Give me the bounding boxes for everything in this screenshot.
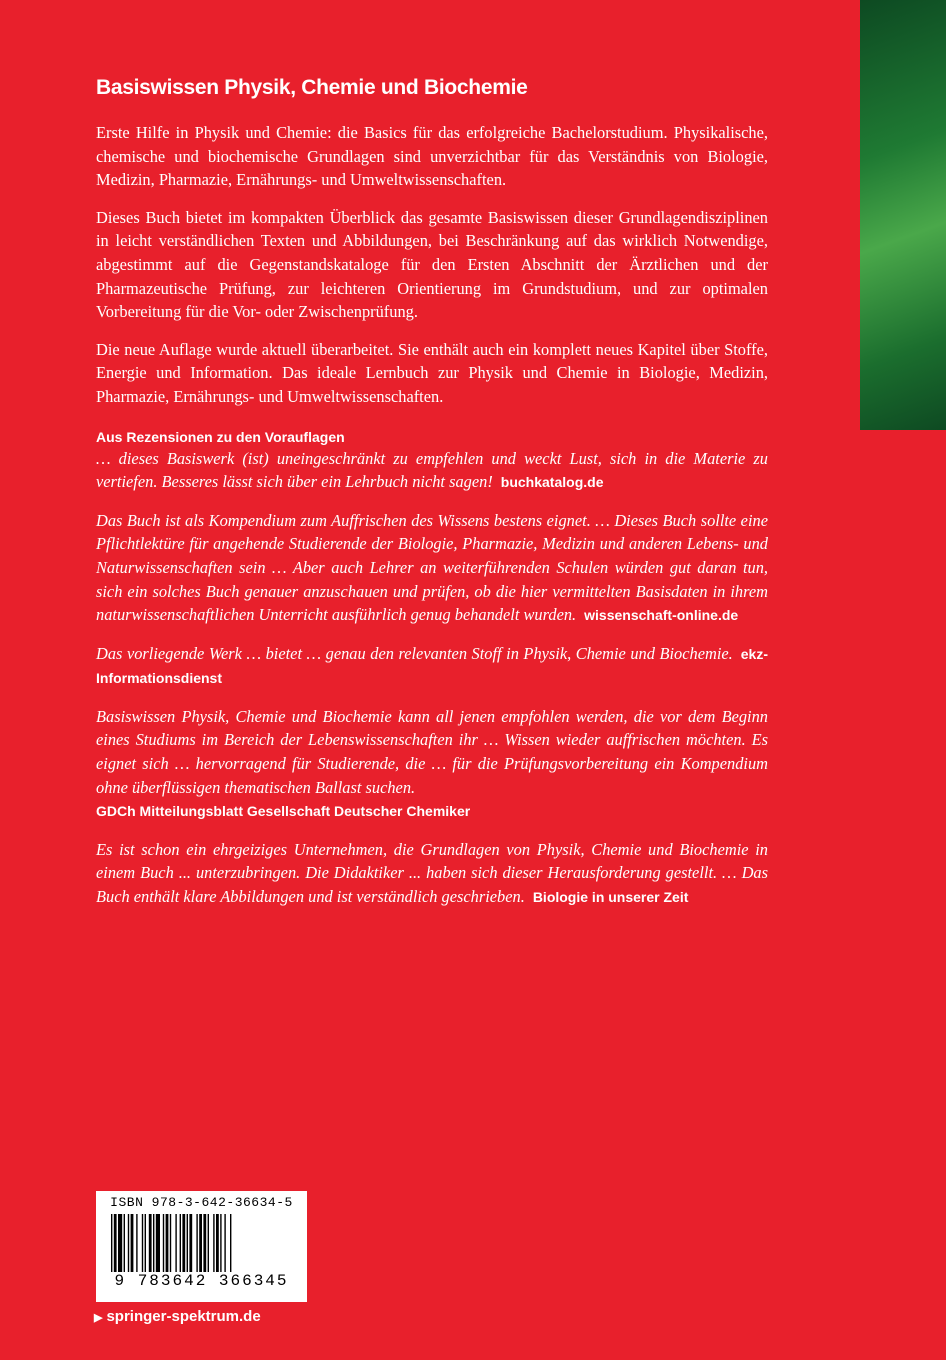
review-source: Biologie in unserer Zeit (532, 889, 689, 906)
barcode-bar (144, 1214, 145, 1272)
reviews-heading: Aus Rezensionen zu den Vorauflagen (96, 428, 345, 445)
isbn-label: ISBN 978-3-642-36634-5 (110, 1195, 293, 1210)
barcode-bar (153, 1214, 154, 1272)
intro-paragraph-1: Erste Hilfe in Physik und Chemie: die Basics für das erfolgreiche Bachelorstudium. Physikalische, chemische und biochemische Grundlagen sind unverzichtbar für das Verständnis von Biologie, Medizin, Pharmazie, Ernährungs- und Umweltwissenschaften. (96, 123, 768, 190)
barcode-bar (113, 1214, 116, 1272)
barcode-bar (162, 1214, 163, 1272)
review-source: ekz-Informationsdienst (96, 645, 768, 687)
barcode-icon (109, 1214, 295, 1272)
arrow-right-icon: ▶ (94, 1312, 103, 1324)
review-1 (96, 447, 768, 495)
barcode-bar (111, 1214, 112, 1272)
review-5 (96, 838, 768, 910)
review-text: … dieses Basiswerk (ist) uneingeschränkt zu empfehlen und weckt Lust, sich in die Materie zu vertiefen. Besseres lässt sich über ein Lehrbuch nicht sagen! (96, 448, 768, 492)
barcode-bar (165, 1214, 168, 1272)
back-cover-text (96, 76, 768, 924)
barcode-bar (199, 1214, 202, 1272)
barcode-bar (155, 1214, 159, 1272)
barcode-bar (213, 1214, 214, 1272)
review-text: Das Buch ist als Kompendium zum Auffrischen des Wissens bestens eignet. … Dieses Buch sollte eine Pflichtlektüre für angehende Studierende der Biologie, Pharmazie, Medizin und anderen Lebens- und Naturwissenschaften sein … Aber auch Lehrer an weiterführenden Schulen würden gut daran tun, sich ein solches Buch genauer anzuschauen und prüfen, ob die hier vermittelten Basisdaten in ihrem naturwissenschaftlichen Unterricht ausführlich genug behandelt wurden. (96, 510, 768, 625)
review-source: buchkatalog.de (500, 474, 604, 491)
review-2 (96, 509, 768, 628)
barcode-bar (224, 1214, 225, 1272)
review-3 (96, 642, 768, 691)
barcode-bar (216, 1214, 219, 1272)
review-source: wissenschaft-online.de (584, 607, 739, 624)
barcode-bar (130, 1214, 133, 1272)
review-text: Es ist schon ein ehrgeiziges Unternehmen, die Grundlagen von Physik, Chemie und Biochemie in einem Buch ... unterzubringen. Die Didaktiker ... haben sich dieser Herausforderung gestellt. … Das Buch enthält klare Abbildungen und ist verständlich geschrieben. (96, 839, 768, 907)
book-title: Basiswissen Physik, Chemie und Biochemie (96, 76, 528, 99)
barcode-bar (230, 1214, 231, 1272)
barcode-bar (196, 1214, 197, 1272)
barcode-bar (127, 1214, 128, 1272)
barcode-bar (169, 1214, 170, 1272)
barcode-bar (118, 1214, 122, 1272)
barcode-bar (203, 1214, 206, 1272)
publisher-website[interactable] (94, 1308, 261, 1325)
barcode-bar (182, 1214, 185, 1272)
review-4 (96, 705, 768, 824)
review-text: Basiswissen Physik, Chemie und Biochemie kann all jenen empfohlen werden, die vor dem Beginn eines Studiums im Bereich der Lebenswissenschaften ihr … Wissen wieder auffrischen möchten. Es eignet sich … hervorragend für Studierende, die … für die Prüfungsvorbereitung ein Kompendium ohne überflüssigen thematischen Ballast suchen. (96, 706, 768, 797)
intro-paragraph-2: Dieses Buch bietet im kompakten Überblick das gesamte Basiswissen dieser Grundlagendisziplinen in leicht verständlichen Texten und Abbildungen, bei Beschränkung auf das wirklich Notwendige, abgestimmt auf die Gegenstandskataloge für den Ersten Abschnitt der Ärztlichen und der Pharmazeutische Prüfung, zur leichteren Orientierung im Grundstudium, und zur optimalen Vorbereitung für die Vor- oder Zwischenprüfung. (96, 207, 768, 322)
intro-paragraph-3: Die neue Auflage wurde aktuell überarbeitet. Sie enthält auch ein komplett neues Kapitel über Stoffe, Energie und Information. Das ideale Lernbuch zur Physik und Chemie in Biologie, Medizin, Pharmazie, Ernährungs- und Umweltwissenschaften. (96, 339, 768, 406)
barcode-bar (148, 1214, 151, 1272)
barcode-bar (220, 1214, 221, 1272)
barcode-bar (141, 1214, 142, 1272)
review-text: Das vorliegende Werk … bietet … genau den relevanten Stoff in Physik, Chemie und Biochemie. (96, 643, 733, 663)
barcode-bar (175, 1214, 176, 1272)
barcode-bar (186, 1214, 187, 1272)
website-url: springer-spektrum.de (106, 1308, 261, 1325)
review-source: GDCh Mitteilungsblatt Gesellschaft Deutscher Chemiker (96, 803, 471, 820)
barcode-bar (207, 1214, 208, 1272)
cover-green-strip (860, 0, 946, 430)
barcode-bar (189, 1214, 192, 1272)
isbn-barcode (96, 1191, 307, 1302)
barcode-bar (136, 1214, 137, 1272)
barcode-bar (179, 1214, 180, 1272)
ean-digits: 9 783642 366345 (114, 1272, 289, 1290)
barcode-bar (123, 1214, 124, 1272)
